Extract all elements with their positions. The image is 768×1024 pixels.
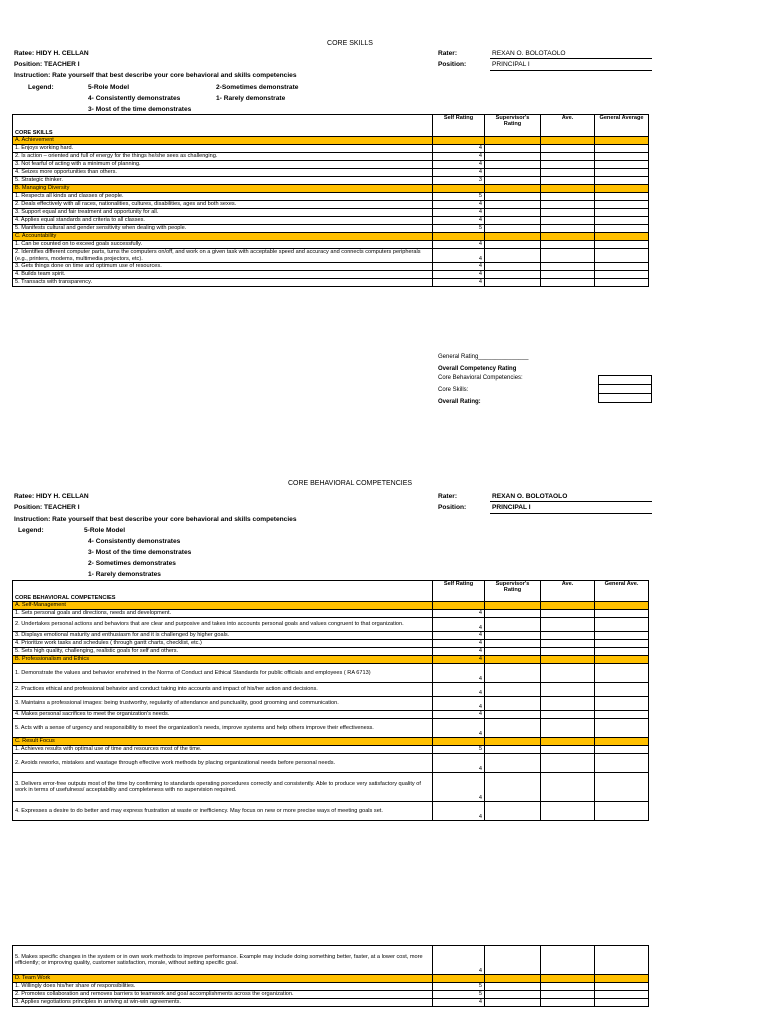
self-rating-value: 4 (433, 664, 485, 683)
self-rating-value (433, 137, 485, 145)
supervisor-rating-cell (485, 249, 541, 263)
table-row (13, 193, 649, 201)
ave-cell (541, 241, 595, 249)
table-row (13, 697, 649, 711)
general-ave-cell (595, 249, 649, 263)
supervisor-rating-cell (485, 602, 541, 610)
cbc-table (12, 580, 649, 821)
self-rating-value: 4 (433, 632, 485, 640)
category-label: B. Professionalism and Ethics (13, 656, 433, 664)
competency-text: 3. Displays emotional maturity and enthusiasm for and it is challenged by higher goals. (13, 632, 433, 640)
table-row (13, 209, 649, 217)
general-ave-cell (595, 632, 649, 640)
instruction-text: Instruction: Rate yourself that best describe your core behavioral and skills competencies (14, 72, 297, 79)
competency-text: 2. Undertakes personal actions and behaviors that are clear and purposive and takes into accounts personal goals and values congruent to that organization. (13, 618, 433, 632)
general-ave-cell (595, 754, 649, 773)
supervisor-rating-header: Supervisor's Rating (485, 581, 541, 602)
rater-label: Rater: (438, 50, 458, 57)
summary-boxes (598, 375, 652, 403)
table-row (13, 145, 649, 153)
rater-underline (490, 58, 652, 59)
ave-cell (541, 279, 595, 287)
supervisor-rating-cell (485, 738, 541, 746)
ave-cell (541, 193, 595, 201)
competency-text: 4. Builds team spirit. (13, 271, 433, 279)
competency-text: 3. Support equal and fair treatment and opportunity for all. (13, 209, 433, 217)
competency-text: 2. Deals effectively with all races, nationalities, cultures, disabilities, ages and both sexes. (13, 201, 433, 209)
table-row (13, 249, 649, 263)
general-ave-cell (595, 983, 649, 991)
general-ave-cell (595, 241, 649, 249)
supervisor-rating-cell (485, 719, 541, 738)
competency-text: 5. Transacts with transparency. (13, 279, 433, 287)
competency-text: 2. Promotes collaboration and removes barriers to teamwork and goal accomplishments across the organization. (13, 991, 433, 999)
table-row (13, 201, 649, 209)
self-rating-value: 4 (433, 802, 485, 821)
ave-cell (541, 683, 595, 697)
ave-header: Ave. (541, 115, 595, 137)
ratee-position: Position: TEACHER I (14, 504, 80, 511)
category-row (13, 656, 649, 664)
supervisor-rating-cell (485, 209, 541, 217)
general-ave-cell (595, 991, 649, 999)
general-ave-header: General Ave. (595, 581, 649, 602)
self-rating-value: 4 (433, 161, 485, 169)
supervisor-rating-cell (485, 632, 541, 640)
table-title-cell: CORE SKILLS (13, 115, 433, 137)
table-row (13, 773, 649, 802)
supervisor-rating-cell (485, 610, 541, 618)
general-ave-cell (595, 161, 649, 169)
self-rating-value: 4 (433, 263, 485, 271)
supervisor-rating-cell (485, 241, 541, 249)
rater-position-underline (490, 513, 652, 514)
competency-text: 3. Delivers error-free outputs most of the time by confirming to standards operating porcedures correctly and consistently. Able to produce very satisfactory quality of work in terms of usefulness/ acceptability and completeness with no supervision required. (13, 773, 433, 802)
general-ave-cell (595, 193, 649, 201)
competency-text: 3. Applies negotiations principles in arriving at win-win agreements. (13, 999, 433, 1007)
competency-text: 2. Identifies different computer parts, turns the computers on/off, and work on a given task with acceptable speed and accuracy and connects computers peripherals (e.g., printers, modems, multimedia projectors, etc). (13, 249, 433, 263)
general-ave-cell (595, 773, 649, 802)
general-ave-cell (595, 233, 649, 241)
general-average-header: General Average (595, 115, 649, 137)
ave-cell (541, 946, 595, 975)
self-rating-value: 5 (433, 193, 485, 201)
overall-competency-label: Overall Competency Rating (438, 366, 517, 372)
supervisor-rating-cell (485, 975, 541, 983)
supervisor-rating-cell (485, 177, 541, 185)
supervisor-rating-cell (485, 697, 541, 711)
competency-text: 1. Can be counted on to exceed goals successfully. (13, 241, 433, 249)
general-ave-cell (595, 975, 649, 983)
table-row (13, 991, 649, 999)
self-rating-value: 4 (433, 719, 485, 738)
ave-cell (541, 656, 595, 664)
general-ave-cell (595, 263, 649, 271)
ave-cell (541, 137, 595, 145)
general-ave-cell (595, 738, 649, 746)
table-row (13, 169, 649, 177)
table-row (13, 754, 649, 773)
ave-cell (541, 746, 595, 754)
ave-cell (541, 610, 595, 618)
general-ave-cell (595, 602, 649, 610)
competency-text: 3. Gets things done on time and optimum use of resources. (13, 263, 433, 271)
self-rating-value: 4 (433, 640, 485, 648)
general-ave-cell (595, 209, 649, 217)
table-row (13, 983, 649, 991)
self-rating-value (433, 738, 485, 746)
self-rating-value (433, 602, 485, 610)
rater-position: PRINCIPAL I (492, 61, 530, 68)
self-rating-value: 4 (433, 209, 485, 217)
general-ave-cell (595, 618, 649, 632)
self-rating-value: 5 (433, 746, 485, 754)
table-row (13, 618, 649, 632)
category-label: D. Team Work (13, 975, 433, 983)
table-row (13, 225, 649, 233)
legend-item: 1- Rarely demonstrate (216, 95, 286, 102)
supervisor-rating-cell (485, 773, 541, 802)
supervisor-rating-cell (485, 185, 541, 193)
table-row (13, 999, 649, 1007)
ave-cell (541, 177, 595, 185)
ratee-label: Ratee: HIDY H. CELLAN (14, 493, 89, 500)
ave-cell (541, 145, 595, 153)
table-row (13, 217, 649, 225)
ave-cell (541, 233, 595, 241)
self-rating-value: 4 (433, 697, 485, 711)
competency-text: 2. Is action – oriented and full of energy for the things he/she sees as challenging. (13, 153, 433, 161)
core-skills-rating-box (599, 385, 652, 394)
rater-position-label: Position: (438, 61, 467, 68)
table-row (13, 161, 649, 169)
table-row (13, 153, 649, 161)
ave-cell (541, 802, 595, 821)
supervisor-rating-cell (485, 640, 541, 648)
overall-rating-box (599, 394, 652, 403)
supervisor-rating-cell (485, 656, 541, 664)
category-row (13, 738, 649, 746)
ave-cell (541, 217, 595, 225)
general-ave-cell (595, 201, 649, 209)
ave-cell (541, 602, 595, 610)
page-title: CORE BEHAVIORAL COMPETENCIES (287, 480, 413, 487)
self-rating-value: 4 (433, 153, 485, 161)
rater-name: REXAN O. BOLOTAOLO (492, 50, 566, 57)
self-rating-value: 5 (433, 991, 485, 999)
table-row (13, 746, 649, 754)
supervisor-rating-cell (485, 137, 541, 145)
self-rating-value: 4 (433, 999, 485, 1007)
ave-cell (541, 773, 595, 802)
competency-text: 1. Willingly does his/her share of responsibilities. (13, 983, 433, 991)
ratee-position: Position: TEACHER I (14, 61, 80, 68)
cbc-table-continued (12, 945, 649, 1007)
category-label: A. Achievement (13, 137, 433, 145)
rater-underline (490, 501, 652, 502)
supervisor-rating-cell (485, 271, 541, 279)
legend-item: 2-Sometimes demonstrate (216, 84, 299, 91)
table-row (13, 946, 649, 975)
table-row (13, 632, 649, 640)
ave-cell (541, 983, 595, 991)
legend-item: 4- Consistently demonstrates (88, 538, 181, 545)
general-ave-cell (595, 648, 649, 656)
supervisor-rating-cell (485, 618, 541, 632)
rater-label: Rater: (438, 493, 458, 500)
rater-position-underline (490, 70, 652, 71)
supervisor-rating-cell (485, 145, 541, 153)
self-rating-value: 4 (433, 279, 485, 287)
competency-text: 4. Seizes more opportunities than others. (13, 169, 433, 177)
ave-cell (541, 640, 595, 648)
self-rating-value: 5 (433, 225, 485, 233)
self-rating-value: 4 (433, 618, 485, 632)
competency-text: 5. Acts with a sense of urgency and responsibility to meet the organization's needs, improve systems and help others improve their effectiveness. (13, 719, 433, 738)
self-rating-value (433, 185, 485, 193)
self-rating-value: 4 (433, 249, 485, 263)
general-ave-cell (595, 999, 649, 1007)
competency-text: 2. Practices ethical and professional behavior and conduct taking into accounts and impact of his/her action and decisions. (13, 683, 433, 697)
ave-cell (541, 719, 595, 738)
legend-item: 3- Most of the time demonstrates (88, 106, 192, 113)
table-row (13, 177, 649, 185)
self-rating-value: 4 (433, 241, 485, 249)
competency-text: 2. Avoids reworks, mistakes and wastage through effective work methods by placing organizational needs before personal needs. (13, 754, 433, 773)
competency-text: 4. Applies equal standards and criteria to all classes. (13, 217, 433, 225)
legend-item: 5-Role Model (88, 84, 130, 91)
general-ave-cell (595, 217, 649, 225)
general-ave-cell (595, 746, 649, 754)
competency-text: 1. Enjoys working hard. (13, 145, 433, 153)
ave-cell (541, 648, 595, 656)
ave-cell (541, 738, 595, 746)
general-ave-cell (595, 279, 649, 287)
legend-item: 3- Most of the time demonstrates (88, 549, 192, 556)
self-rating-header: Self Rating (433, 115, 485, 137)
table-row (13, 711, 649, 719)
supervisor-rating-cell (485, 664, 541, 683)
supervisor-rating-cell (485, 225, 541, 233)
self-rating-value: 4 (433, 145, 485, 153)
self-rating-value: 4 (433, 271, 485, 279)
table-row (13, 648, 649, 656)
legend-item: 5-Role Model (84, 527, 126, 534)
general-ave-cell (595, 697, 649, 711)
competency-text: 5. Strategic thinker. (13, 177, 433, 185)
supervisor-rating-cell (485, 263, 541, 271)
supervisor-rating-cell (485, 169, 541, 177)
competency-text: 4. Expresses a desire to do better and may express frustration at waste or inefficiency. May focus on new or more precise ways of meeting goals set. (13, 802, 433, 821)
competency-text: 4. Prioritize work tasks and schedules ( through gantt charts, checklist, etc.) (13, 640, 433, 648)
competency-text: 1. Achieves results with optimal use of time and resources most of the time. (13, 746, 433, 754)
self-rating-value: 4 (433, 656, 485, 664)
general-ave-cell (595, 664, 649, 683)
self-rating-value: 4 (433, 217, 485, 225)
self-rating-value: 3 (433, 177, 485, 185)
table-row (13, 640, 649, 648)
supervisor-rating-header: Supervisor's Rating (485, 115, 541, 137)
general-ave-cell (595, 225, 649, 233)
competency-text: 3. Maintains a professional images: being trustworthy, regularity of attendance and punctuality, good grooming and communication. (13, 697, 433, 711)
table-row (13, 241, 649, 249)
self-rating-header: Self Rating (433, 581, 485, 602)
table-row (13, 719, 649, 738)
self-rating-value: 4 (433, 754, 485, 773)
ave-cell (541, 263, 595, 271)
general-ave-cell (595, 185, 649, 193)
general-ave-cell (595, 802, 649, 821)
table-row (13, 271, 649, 279)
ave-cell (541, 711, 595, 719)
self-rating-value: 4 (433, 711, 485, 719)
ave-cell (541, 185, 595, 193)
ave-cell (541, 664, 595, 683)
core-skills-table (12, 114, 649, 287)
category-label: C. Result Focus (13, 738, 433, 746)
self-rating-value (433, 233, 485, 241)
supervisor-rating-cell (485, 754, 541, 773)
competency-text: 5. Manifests cultural and gender sensitivity when dealing with people. (13, 225, 433, 233)
competency-text: 1. Demonstrate the values and behavior enshrined in the Norms of Conduct and Ethical Standards for public officials and employees ( RA 6713) (13, 664, 433, 683)
self-rating-value: 4 (433, 773, 485, 802)
ave-cell (541, 249, 595, 263)
competency-text: 1. Respects all kinds and classes of people. (13, 193, 433, 201)
table-row (13, 802, 649, 821)
category-row (13, 185, 649, 193)
supervisor-rating-cell (485, 217, 541, 225)
competency-text: 3. Not fearful of acting with a minimum of planning. (13, 161, 433, 169)
category-row (13, 975, 649, 983)
self-rating-value: 4 (433, 946, 485, 975)
self-rating-value: 4 (433, 201, 485, 209)
general-ave-cell (595, 683, 649, 697)
category-label: C. Accountability (13, 233, 433, 241)
table-row (13, 664, 649, 683)
ave-cell (541, 153, 595, 161)
category-row (13, 602, 649, 610)
general-ave-cell (595, 711, 649, 719)
self-rating-value: 4 (433, 169, 485, 177)
cbc-rating-label: Core Behavioral Competencies: (438, 375, 523, 381)
supervisor-rating-cell (485, 279, 541, 287)
ratee-label: Ratee: HIDY H. CELLAN (14, 50, 89, 57)
legend-label: Legend: (18, 527, 44, 534)
general-ave-cell (595, 177, 649, 185)
supervisor-rating-cell (485, 711, 541, 719)
ave-cell (541, 209, 595, 217)
rater-position-label: Position: (438, 504, 467, 511)
table-title-cell: CORE BEHAVIORAL COMPETENCIES (13, 581, 433, 602)
category-label: B. Managing Diversity (13, 185, 433, 193)
ave-cell (541, 161, 595, 169)
competency-text: 5. Sets high quality, challenging, realistic goals for self and others. (13, 648, 433, 656)
instruction-text: Instruction: Rate yourself that best describe your core behavioral and skills competencies (14, 516, 297, 523)
general-ave-cell (595, 946, 649, 975)
category-row (13, 137, 649, 145)
self-rating-value: 4 (433, 610, 485, 618)
supervisor-rating-cell (485, 683, 541, 697)
supervisor-rating-cell (485, 153, 541, 161)
ave-cell (541, 991, 595, 999)
table-row (13, 263, 649, 271)
self-rating-value: 4 (433, 683, 485, 697)
ave-cell (541, 618, 595, 632)
supervisor-rating-cell (485, 233, 541, 241)
ave-cell (541, 754, 595, 773)
supervisor-rating-cell (485, 201, 541, 209)
supervisor-rating-cell (485, 999, 541, 1007)
page-title: CORE SKILLS (327, 40, 373, 47)
general-ave-cell (595, 719, 649, 738)
ave-cell (541, 697, 595, 711)
legend-item: 1- Rarely demonstrates (88, 571, 161, 578)
ave-cell (541, 632, 595, 640)
general-ave-cell (595, 169, 649, 177)
ave-cell (541, 201, 595, 209)
ave-header: Ave. (541, 581, 595, 602)
category-row (13, 233, 649, 241)
competency-text: 5. Makes specific changes in the system or in own work methods to improve performance. Example may include doing something better, faster, at a lower cost, more efficiently; or improving quality, customer satisfaction, morale, without setting specific goal. (13, 946, 433, 975)
cbc-rating-box (599, 376, 652, 385)
rater-position: PRINCIPAL I (492, 504, 531, 511)
supervisor-rating-cell (485, 193, 541, 201)
general-ave-cell (595, 153, 649, 161)
self-rating-value: 5 (433, 983, 485, 991)
general-ave-cell (595, 656, 649, 664)
general-ave-cell (595, 271, 649, 279)
supervisor-rating-cell (485, 991, 541, 999)
competency-text: 1. Sets personal goals and directions, needs and development. (13, 610, 433, 618)
legend-item: 2- Sometimes demonstrates (88, 560, 176, 567)
core-skills-rating-label: Core Skills: (438, 387, 469, 393)
ave-cell (541, 169, 595, 177)
overall-rating-label: Overall Rating: (438, 399, 481, 405)
general-rating-label: General Rating_______________ (438, 354, 529, 360)
supervisor-rating-cell (485, 746, 541, 754)
general-ave-cell (595, 145, 649, 153)
table-row (13, 279, 649, 287)
supervisor-rating-cell (485, 946, 541, 975)
supervisor-rating-cell (485, 802, 541, 821)
competency-text: 4. Makes personal sacrifices to meet the organization's needs. (13, 711, 433, 719)
legend-item: 4- Consistently demonstrates (88, 95, 181, 102)
table-row (13, 610, 649, 618)
rater-name: REXAN O. BOLOTAOLO (492, 493, 568, 500)
category-label: A. Self-Management (13, 602, 433, 610)
general-ave-cell (595, 137, 649, 145)
ave-cell (541, 271, 595, 279)
general-ave-cell (595, 640, 649, 648)
ave-cell (541, 975, 595, 983)
supervisor-rating-cell (485, 648, 541, 656)
table-row (13, 683, 649, 697)
self-rating-value: 4 (433, 648, 485, 656)
legend-label: Legend: (28, 84, 54, 91)
supervisor-rating-cell (485, 983, 541, 991)
supervisor-rating-cell (485, 161, 541, 169)
ave-cell (541, 225, 595, 233)
general-ave-cell (595, 610, 649, 618)
ave-cell (541, 999, 595, 1007)
self-rating-value (433, 975, 485, 983)
